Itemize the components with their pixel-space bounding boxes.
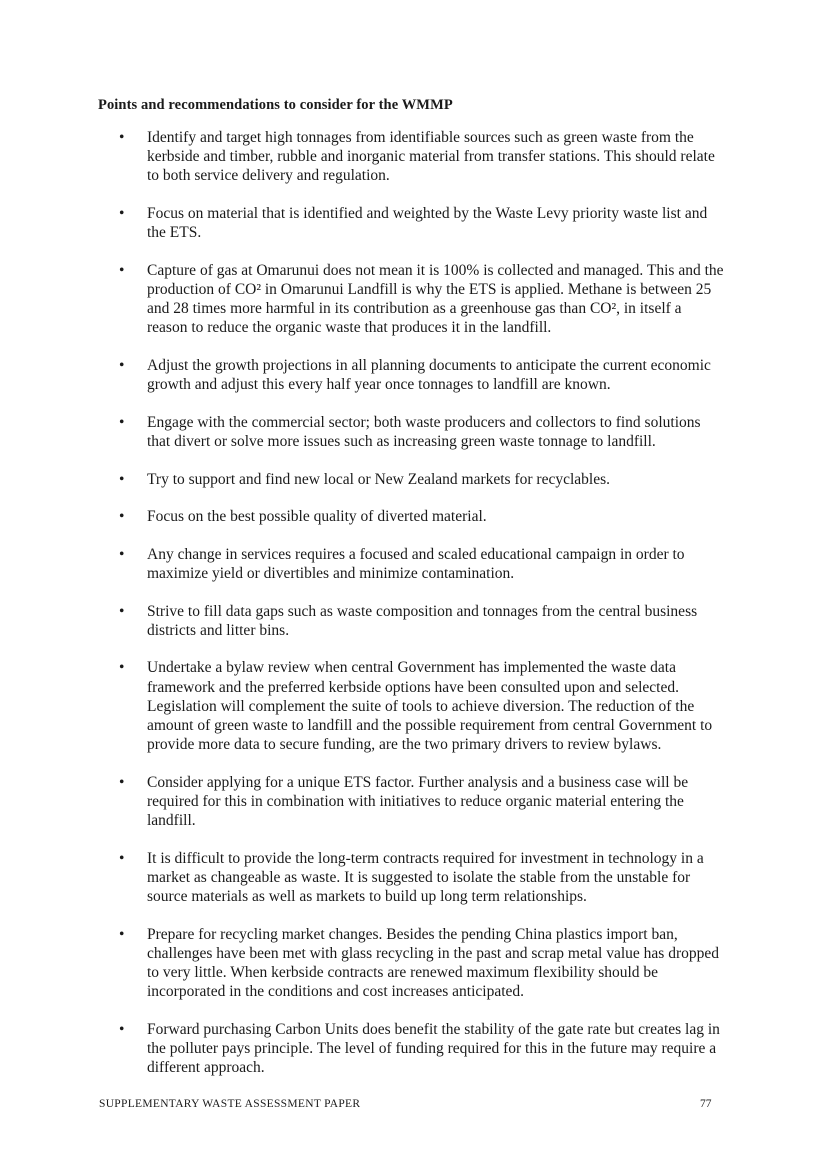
list-item-text: Consider applying for a unique ETS factor. Further analysis and a business case will be required for this in combination with initiatives to reduce organic material entering the landfill. (147, 773, 689, 830)
bullet-icon: • (119, 205, 125, 222)
bullet-icon: • (119, 357, 125, 374)
bullet-icon: • (119, 659, 125, 677)
bullet-icon: • (119, 1020, 125, 1038)
bullet-icon: • (119, 470, 125, 488)
section-heading: Points and recommendations to consider for the WMMP (98, 97, 453, 113)
bullet-icon: • (119, 261, 125, 279)
recommendation-list (0, 128, 821, 1096)
list-item (0, 128, 821, 186)
bullet-icon: • (119, 545, 125, 563)
list-item-text: Try to support and find new local or New Zealand markets for recyclables. (147, 470, 610, 488)
bullet-icon: • (119, 508, 125, 526)
bullet-icon: • (119, 849, 125, 867)
list-item (0, 773, 821, 831)
list-item-text: Identify and target high tonnages from identifiable sources such as green waste from the kerbside and timber, rubble and inorganic material from transfer stations. This should relate to both service delivery and regulation. (147, 129, 715, 185)
list-item-text: Prepare for recycling market changes. Besides the pending China plastics import ban, challenges have been met with glass recycling in the past and scrap metal value has dropped to very little. When kerbside contracts are renewed maximum flexibility should be incorporated in the conditions and cost increases anticipated. (147, 925, 720, 1001)
list-item-text: Capture of gas at Omarunui does not mean it is 100% is collected and managed. This and the production of CO² in Omarunui Landfill is why the ETS is applied. Methane is between 25 and 28 times more harmful in its contribution as a greenhouse gas than CO², in itself a reason to reduce the organic waste that produces it in the landfill. (147, 261, 724, 337)
list-item-text: It is difficult to provide the long-term contracts required for investment in technology in a market as changeable as waste. It is suggested to isolate the stable from the unstable for source materials as well as markets to build up long term relationships. (147, 849, 704, 906)
list-item (0, 356, 821, 394)
bullet-icon: • (119, 773, 125, 791)
list-item (0, 261, 821, 338)
list-item (0, 204, 821, 242)
list-item (0, 413, 821, 451)
bullet-icon: • (119, 925, 125, 943)
list-item (0, 658, 821, 754)
list-item-text: Adjust the growth projections in all planning documents to anticipate the current economic growth and adjust this every half year once tonnages to landfill are known. (147, 357, 711, 394)
list-item-text: Focus on the best possible quality of diverted material. (147, 508, 487, 526)
list-item (0, 1020, 821, 1078)
list-item (0, 925, 821, 1002)
bullet-icon: • (119, 413, 125, 431)
footer-title: SUPPLEMENTARY WASTE ASSESSMENT PAPER (99, 1098, 361, 1110)
list-item-text: Focus on material that is identified and weighted by the Waste Levy priority waste list and the ETS. (147, 205, 708, 242)
list-item (0, 545, 821, 583)
list-item (0, 507, 821, 526)
page-number: 77 (700, 1098, 712, 1110)
list-item-text: Forward purchasing Carbon Units does benefit the stability of the gate rate but creates lag in the polluter pays principle. The level of funding required for this in the future may require a different approach. (147, 1020, 720, 1077)
list-item (0, 849, 821, 907)
list-item-text: Strive to fill data gaps such as waste composition and tonnages from the central business districts and litter bins. (147, 602, 698, 639)
list-item-text: Any change in services requires a focused and scaled educational campaign in order to maximize yield or divertibles and minimize contamination. (147, 545, 685, 582)
bullet-icon: • (119, 129, 125, 146)
list-item (0, 602, 821, 640)
list-item-text: Engage with the commercial sector; both waste producers and collectors to find solutions that divert or solve more issues such as increasing green waste tonnage to landfill. (147, 413, 701, 450)
bullet-icon: • (119, 602, 125, 620)
list-item (0, 470, 821, 489)
list-item-text: Undertake a bylaw review when central Government has implemented the waste data framework and the preferred kerbside options have been consulted upon and selected. Legislation will complement the suite of tools to achieve diversion. The reduction of the amount of green waste to landfill and the possible requirement from central Government to provide more data to secure funding, are the two primary drivers to review bylaws. (147, 659, 713, 754)
